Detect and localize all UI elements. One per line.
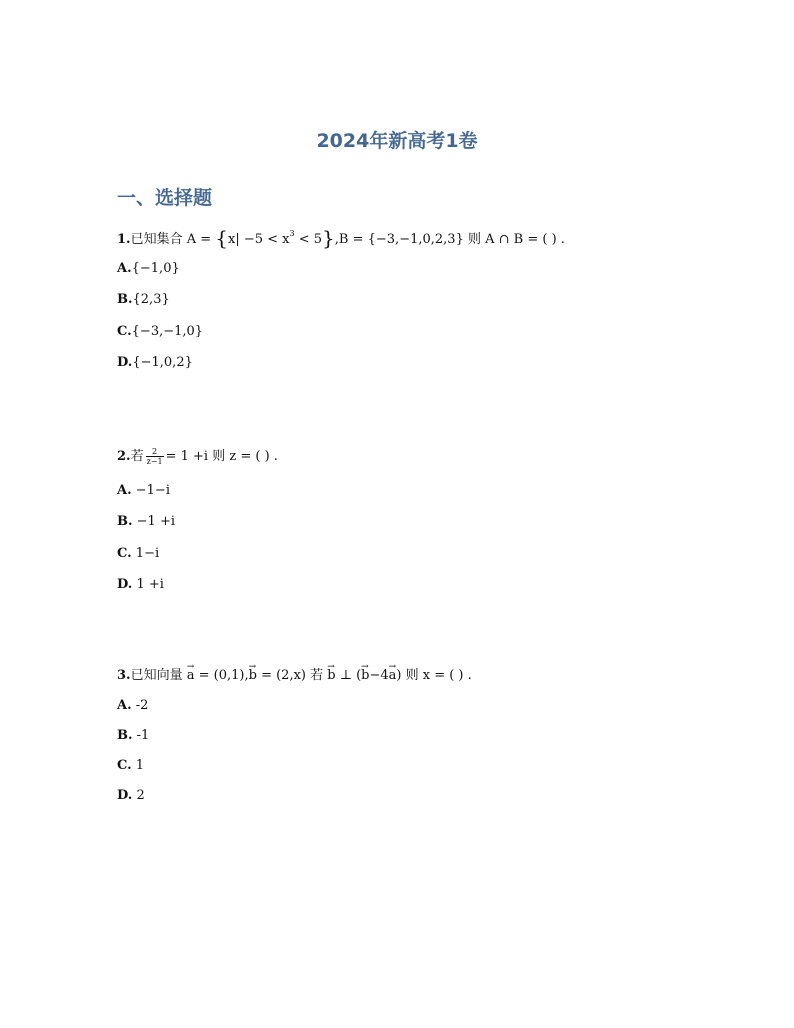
question-1-option-a: [117, 260, 180, 278]
question-1-set-a-label: A =: [186, 232, 216, 247]
question-3-part5: ) 则 x = ( ) .: [396, 668, 472, 683]
exponent: 3: [289, 229, 295, 238]
question-3-option-a: [117, 697, 148, 715]
option-letter: C.: [117, 758, 132, 773]
question-1-set-a-body-2: < 5: [294, 232, 323, 247]
left-brace: {: [215, 226, 229, 250]
option-text: 1: [135, 758, 145, 773]
option-text: -1: [136, 728, 150, 743]
question-2-number: 2.: [117, 449, 131, 464]
option-letter: C.: [117, 324, 132, 339]
question-3-part3: ⊥ (: [335, 668, 362, 683]
question-3-number: 3.: [117, 668, 131, 683]
question-1-option-b: [117, 291, 170, 309]
section-heading: 一、选择题: [117, 187, 213, 209]
question-2-eq: = 1 +i: [165, 449, 209, 464]
option-letter: C.: [117, 546, 132, 561]
option-letter: B.: [117, 292, 133, 307]
option-letter: B.: [117, 514, 133, 529]
right-brace: }: [322, 226, 335, 250]
question-1-set-a-body: x| −5 < x: [228, 232, 290, 247]
question-2-option-b: [117, 513, 175, 531]
option-text: {−3,−1,0}: [131, 324, 204, 339]
option-text: {−1,0,2}: [132, 355, 193, 370]
option-text: {2,3}: [132, 292, 170, 307]
question-1-number: 1.: [117, 232, 131, 247]
vector-a: → a: [187, 667, 195, 685]
question-3-option-b: [117, 727, 149, 745]
question-1-set-b: ,B = {−3,−1,0,2,3}: [334, 232, 464, 247]
document-title: 2024年新高考1卷: [316, 130, 478, 152]
question-3-stem: [117, 667, 472, 685]
option-text: −1−i: [135, 483, 170, 498]
question-3-prefix: 已知向量: [130, 668, 183, 683]
fraction: [146, 447, 164, 466]
question-1-option-d: [117, 354, 193, 372]
option-text: −1 +i: [136, 514, 176, 529]
option-letter: D.: [117, 788, 133, 803]
question-3-part2: = (2,x) 若: [256, 668, 328, 683]
fraction-numerator: 2: [146, 447, 164, 457]
question-3-part1: = (0,1),: [194, 668, 249, 683]
option-text: 2: [136, 788, 145, 803]
option-letter: A.: [117, 698, 132, 713]
question-1-stem: [117, 225, 565, 249]
option-text: 1 +i: [136, 577, 164, 592]
question-2-option-d: [117, 576, 164, 594]
vector-b: → b: [327, 667, 335, 685]
option-letter: D.: [117, 355, 133, 370]
option-text: -2: [135, 698, 149, 713]
question-3-part4: −4: [369, 668, 389, 683]
question-1-option-c: [117, 323, 203, 341]
question-1-prefix: 已知集合: [130, 232, 183, 247]
option-letter: A.: [117, 483, 132, 498]
question-1-expr: A ∩ B = ( ) .: [485, 232, 565, 247]
vector-b: → b: [361, 667, 369, 685]
question-2-expr: z = ( ) .: [229, 449, 278, 464]
question-2-stem: [117, 447, 278, 466]
vector-b: → b: [249, 667, 257, 685]
question-2-then: 则: [208, 449, 230, 464]
question-3-option-c: [117, 757, 144, 775]
option-letter: D.: [117, 577, 133, 592]
option-letter: A.: [117, 261, 132, 276]
question-2-option-c: [117, 545, 159, 563]
question-2-prefix: 若: [130, 449, 144, 464]
option-text: {−1,0}: [131, 261, 180, 276]
option-letter: B.: [117, 728, 133, 743]
question-1-then: 则: [463, 232, 486, 247]
option-text: 1−i: [135, 546, 160, 561]
vector-a: → a: [389, 667, 397, 685]
fraction-denominator: z−1: [146, 457, 163, 466]
question-2-option-a: [117, 482, 170, 500]
question-3-option-d: [117, 787, 145, 805]
